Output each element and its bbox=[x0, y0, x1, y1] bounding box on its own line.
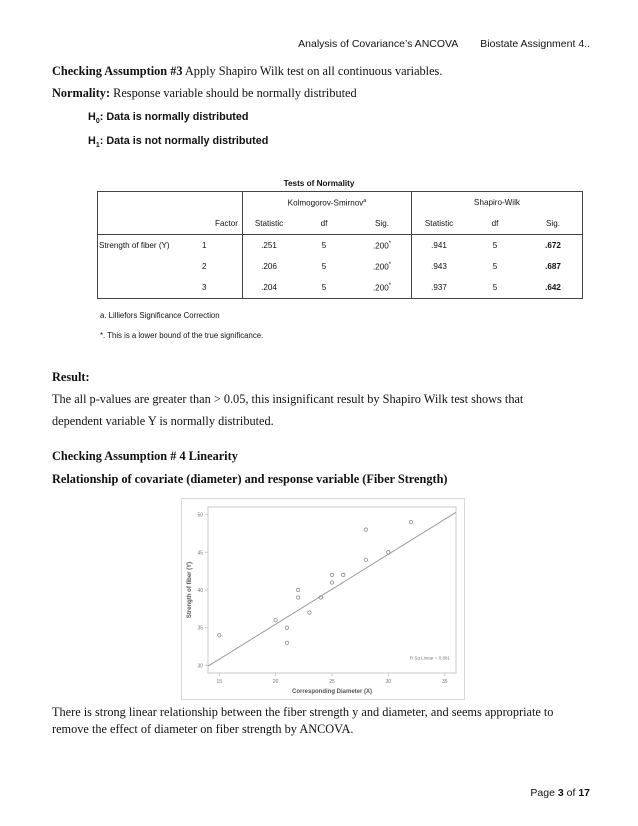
normality-text: Response variable should be normally distributed bbox=[110, 86, 357, 100]
row2-ks-sig-sup: * bbox=[388, 261, 392, 268]
col-sw-sig: Sig. bbox=[524, 213, 583, 235]
data-point bbox=[308, 611, 311, 614]
data-point bbox=[274, 618, 277, 621]
normality-table bbox=[97, 191, 583, 299]
legend-r-squared: R Sq Linear = 0.881 bbox=[409, 655, 450, 661]
h1-text: : Data is not normally distributed bbox=[99, 135, 269, 147]
row1-ks-stat: .251 bbox=[243, 235, 296, 257]
row1-ks-sig-sup: * bbox=[388, 240, 392, 247]
data-point bbox=[330, 573, 333, 576]
row1-sw-df: 5 bbox=[492, 241, 498, 250]
h0-subscript: 0 bbox=[95, 118, 100, 126]
x-tick-label: 35 bbox=[441, 679, 448, 685]
y-axis-label: Strength of fiber (Y) bbox=[187, 561, 193, 619]
row3-ks-sig-value: .200 bbox=[372, 283, 389, 293]
hypothesis-h1: $H_1$: Data is not normally distributed bbox=[88, 135, 269, 150]
x-tick-label: 15 bbox=[216, 679, 223, 685]
footnote-star: *. This is a lower bound of the true significance. bbox=[100, 331, 264, 340]
row2-factor: 2 bbox=[202, 262, 207, 271]
row2-variable-blank bbox=[98, 256, 199, 277]
hypothesis-h0: $H_0$: Data is normally distributed bbox=[88, 111, 249, 126]
table-group-row bbox=[98, 192, 583, 214]
table-row bbox=[98, 235, 583, 257]
row3-ks-df: 5 bbox=[295, 277, 353, 299]
data-point bbox=[342, 573, 345, 576]
data-point bbox=[387, 551, 390, 554]
data-point bbox=[364, 528, 367, 531]
x-tick-label: 20 bbox=[272, 679, 279, 685]
table-row bbox=[98, 256, 583, 277]
ks-group-sup: a bbox=[363, 197, 367, 204]
page-middle: of bbox=[563, 787, 579, 799]
col-ks-statistic: Statistic bbox=[243, 213, 296, 235]
row3-ks-sig-sup: * bbox=[388, 282, 392, 289]
normality-label: Normality: bbox=[52, 86, 111, 100]
h0-text: : Data is normally distributed bbox=[99, 111, 249, 123]
row2-ks-sig-value: .200 bbox=[372, 262, 389, 272]
col-sw-df: df bbox=[466, 213, 524, 235]
row3-ks-sig bbox=[353, 277, 412, 299]
assumption3-text: Apply Shapiro Wilk test on all continuous variables. bbox=[182, 64, 443, 78]
col-ks-df: df bbox=[295, 213, 353, 235]
variable-label: Strength of fiber (Y) bbox=[98, 235, 199, 257]
y-tick-label: 30 bbox=[197, 663, 203, 670]
page-prefix: Page bbox=[530, 787, 558, 799]
result-line-1: The all p-values are greater than > 0.05, this insignificant result by Shapiro Wilk test shows that bbox=[52, 392, 524, 406]
y-tick-label: 40 bbox=[197, 588, 203, 594]
row3-sw-df: 5 bbox=[466, 277, 524, 299]
normality-line bbox=[52, 86, 357, 101]
scatter-chart-svg bbox=[182, 499, 464, 699]
row3-sw-stat: .937 bbox=[412, 277, 467, 299]
table-title: Tests of Normality bbox=[283, 179, 355, 188]
row2-ks-stat: .206 bbox=[243, 256, 296, 277]
h1-subscript: 1 bbox=[95, 142, 100, 150]
assumption3-label: Checking Assumption #3 bbox=[52, 64, 183, 78]
fit-line bbox=[208, 512, 456, 666]
ks-group-label: Kolmogorov-Smirnov bbox=[287, 198, 364, 208]
row3-variable-blank bbox=[98, 277, 199, 299]
x-tick-label: 30 bbox=[385, 679, 392, 685]
data-point bbox=[218, 634, 221, 637]
row1-ks-sig bbox=[353, 235, 412, 257]
conclusion-line-2: remove the effect of diameter on fiber strength by ANCOVA. bbox=[52, 722, 354, 736]
data-point bbox=[285, 641, 288, 644]
table-blank-header bbox=[98, 213, 199, 235]
y-tick-label: 50 bbox=[197, 512, 203, 519]
y-tick-label: 35 bbox=[197, 625, 203, 632]
row2-ks-sig bbox=[353, 256, 412, 277]
ks-group-header bbox=[243, 192, 412, 214]
col-sw-statistic: Statistic bbox=[412, 213, 467, 235]
row2-sw-df: 5 bbox=[492, 262, 498, 271]
table-corner-factor bbox=[198, 192, 243, 214]
row2-sw-stat: .943 bbox=[412, 256, 467, 277]
row3-sw-sig: .642 bbox=[524, 277, 583, 299]
assumption4-heading: Checking Assumption # 4 Linearity bbox=[52, 449, 238, 463]
data-point bbox=[296, 596, 299, 599]
page-current: 3 bbox=[557, 787, 564, 799]
result-heading: Result: bbox=[52, 370, 90, 384]
page-header bbox=[298, 38, 590, 50]
data-point bbox=[330, 581, 333, 584]
assumption4-subheading: Relationship of covariate (diameter) and response variable (Fiber Strength) bbox=[52, 472, 448, 486]
y-tick-label: 45 bbox=[197, 550, 203, 557]
header-title: Analysis of Covariance’s ANCOVA bbox=[298, 38, 459, 50]
page-total: 17 bbox=[578, 787, 590, 799]
row2-ks-df: 5 bbox=[321, 262, 327, 271]
data-point bbox=[285, 626, 288, 629]
x-axis-label: Corresponding Diameter (X) bbox=[291, 689, 373, 695]
result-line-2: dependent variable Y is normally distributed. bbox=[52, 414, 274, 428]
scatter-chart bbox=[181, 498, 465, 700]
row2-sw-sig: .687 bbox=[524, 256, 583, 277]
table-corner bbox=[98, 192, 199, 214]
page-number bbox=[530, 787, 590, 799]
row1-sw-sig: .672 bbox=[524, 235, 583, 257]
x-tick-label: 25 bbox=[329, 679, 335, 685]
col-factor: Factor bbox=[198, 213, 243, 235]
row3-factor: 3 bbox=[198, 277, 243, 299]
sw-group-header: Shapiro-Wilk bbox=[412, 192, 583, 214]
plot-frame bbox=[208, 507, 456, 673]
col-ks-sig: Sig. bbox=[353, 213, 412, 235]
footnote-a: a. Lilliefors Significance Correction bbox=[100, 311, 220, 320]
data-point bbox=[364, 558, 367, 561]
data-point bbox=[296, 588, 299, 591]
table-row bbox=[98, 277, 583, 299]
row1-ks-df: 5 bbox=[321, 241, 327, 250]
row1-sw-stat: .941 bbox=[412, 235, 467, 257]
header-course: Biostate Assignment 4.. bbox=[480, 38, 590, 50]
data-point bbox=[409, 520, 412, 523]
table-column-row bbox=[98, 213, 583, 235]
conclusion-line-1: There is strong linear relationship between the fiber strength y and diameter, and seems appropriate to bbox=[52, 705, 554, 719]
row1-factor: 1 bbox=[202, 241, 207, 250]
row1-ks-sig-value: .200 bbox=[372, 241, 389, 251]
assumption3-line bbox=[52, 64, 442, 79]
row3-ks-stat: .204 bbox=[243, 277, 296, 299]
